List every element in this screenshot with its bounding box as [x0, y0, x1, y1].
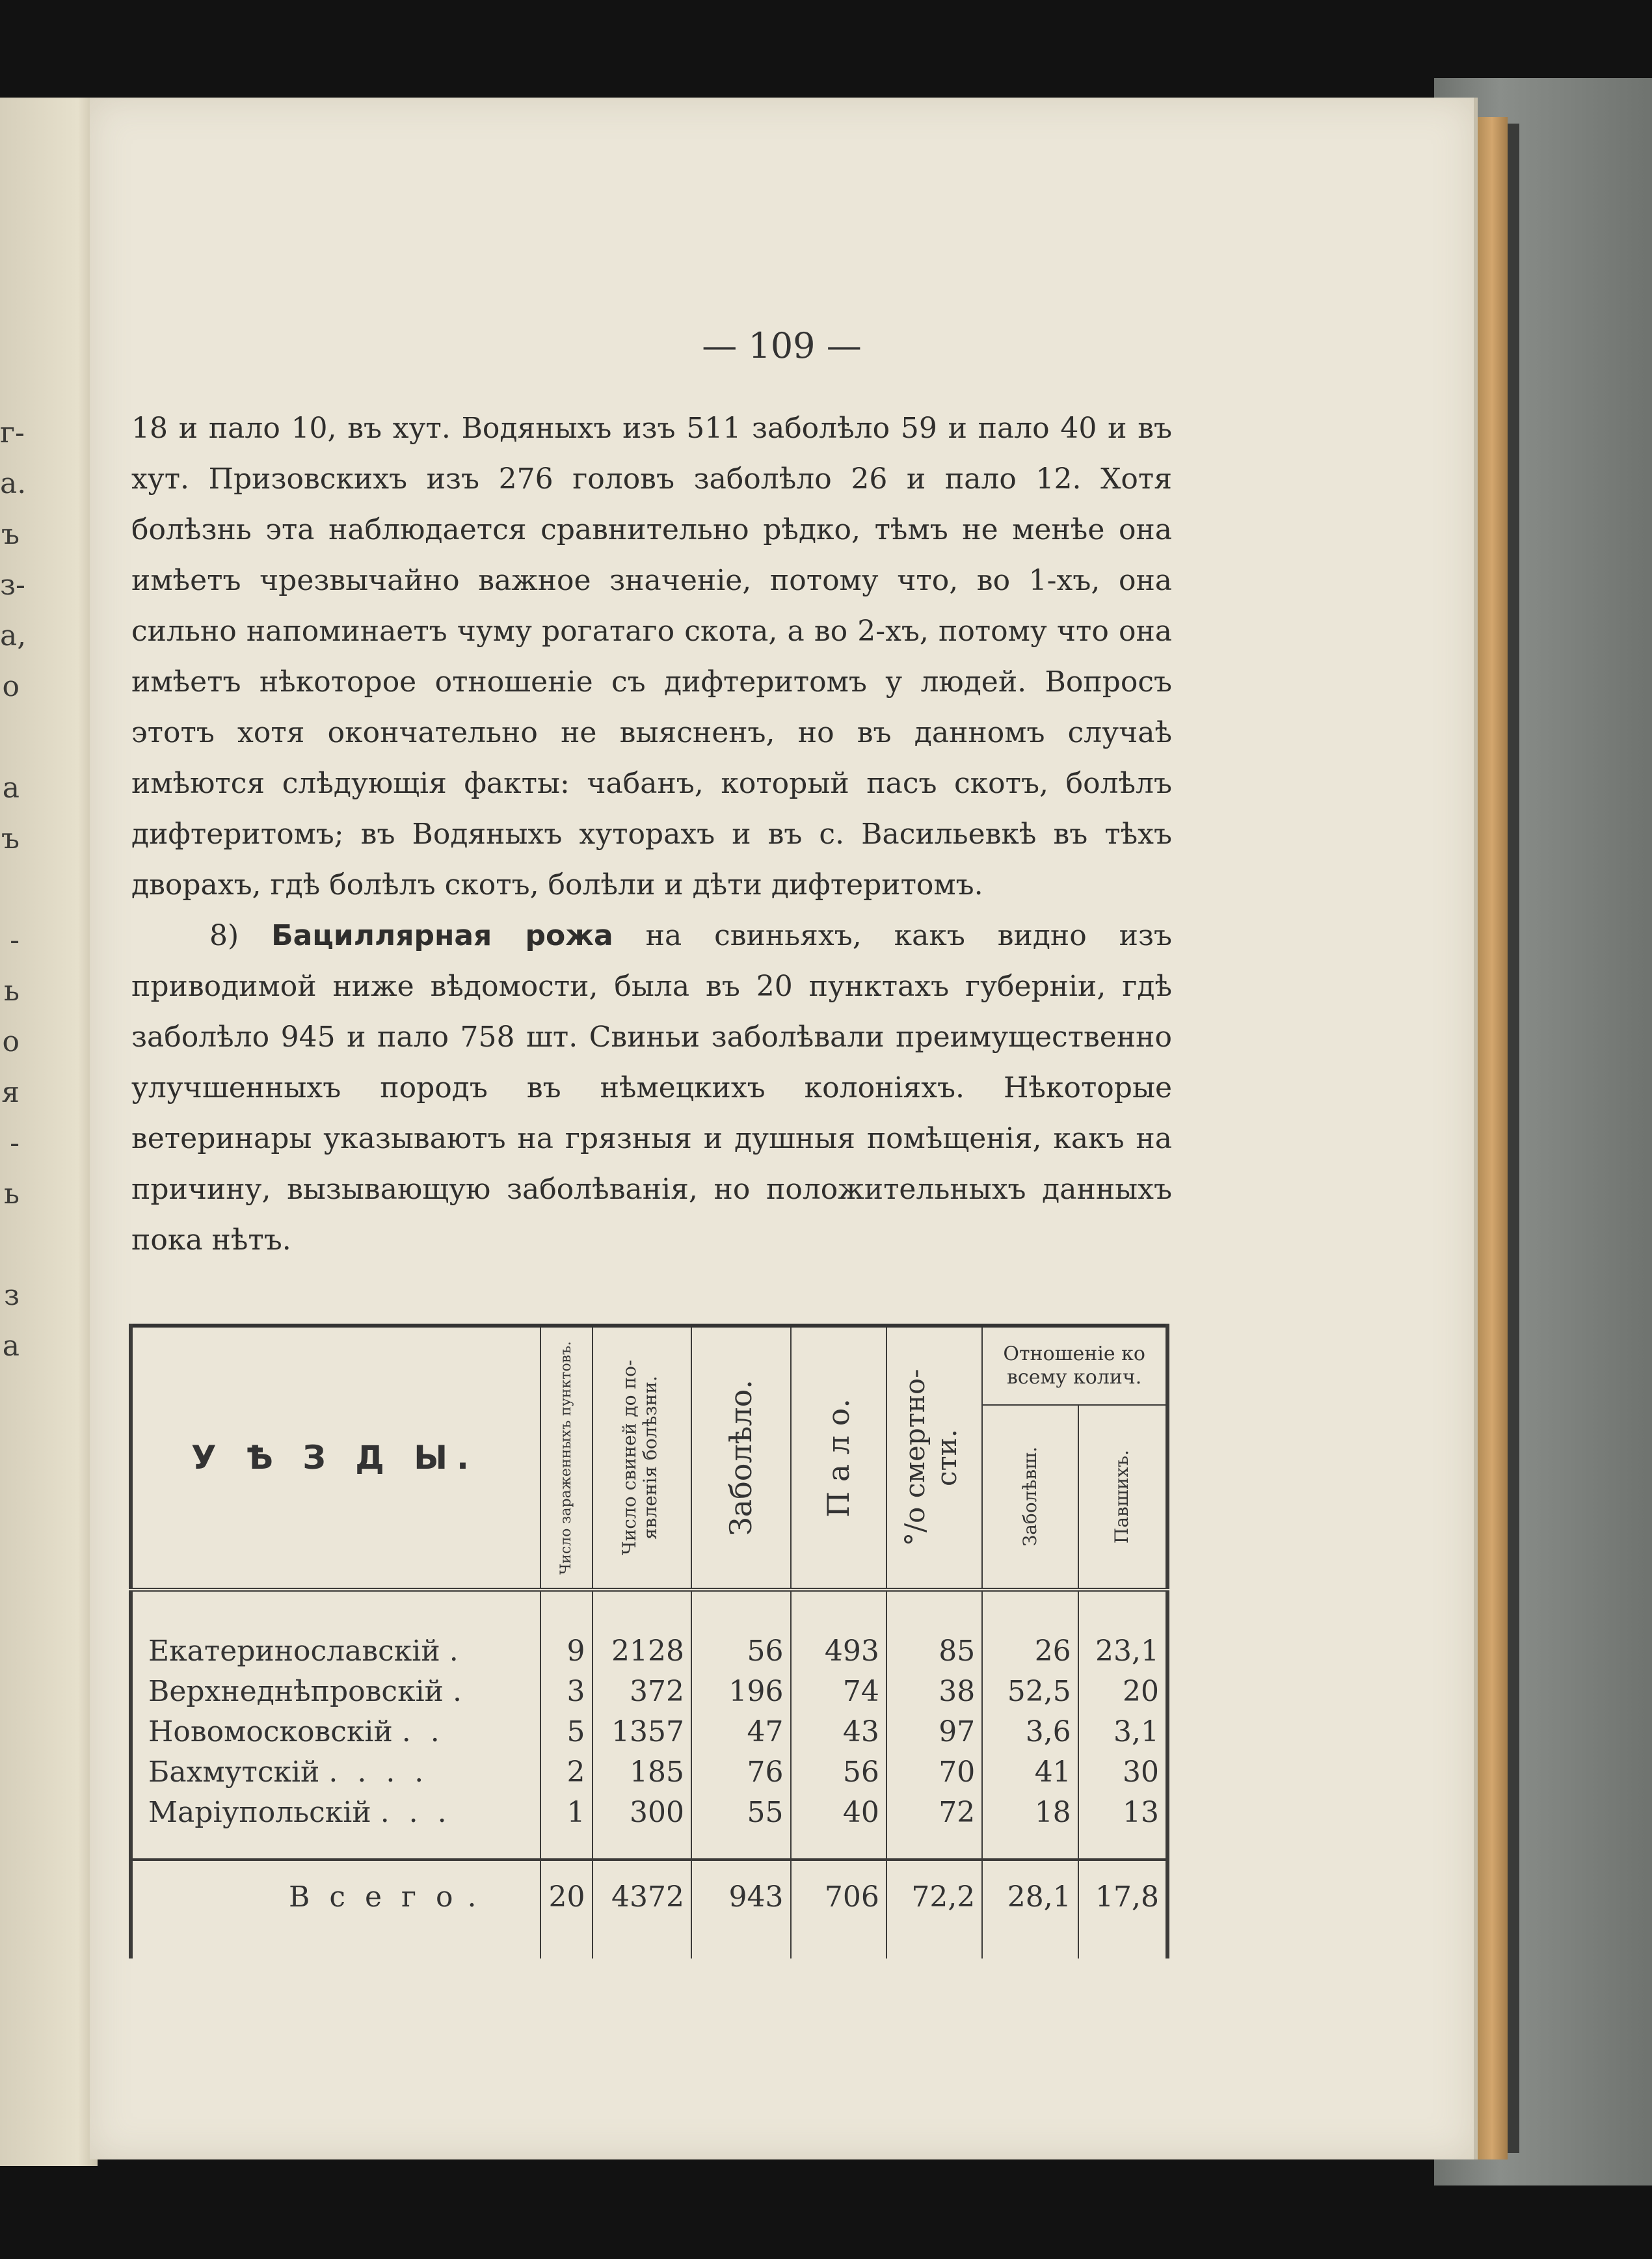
total-rel-died: 17,8 [1078, 1860, 1167, 1958]
left-fragment: я [1, 1076, 20, 1109]
cell-mortality: 85 [886, 1590, 982, 1671]
total-pigs: 4372 [593, 1860, 691, 1958]
row-name: Маріупольскій [148, 1795, 371, 1829]
cell-sick: 55 [691, 1792, 790, 1860]
table-row: Екатеринославскій . 9 2128 56 493 85 26 23,1 [131, 1590, 1167, 1671]
left-fragment: а [2, 771, 20, 805]
page-edge-gilt [1476, 117, 1508, 2159]
cell-points: 9 [540, 1590, 592, 1671]
total-points: 20 [540, 1860, 592, 1958]
cell-rel-died: 23,1 [1078, 1590, 1167, 1671]
cell-died: 40 [791, 1792, 886, 1860]
left-fragment: ь [4, 974, 20, 1008]
row-name: Бахмутскій [148, 1755, 320, 1789]
cell-rel-sick: 52,5 [982, 1671, 1078, 1711]
cell-mortality: 38 [886, 1671, 982, 1711]
cell-died: 56 [791, 1752, 886, 1792]
left-fragment: а, [0, 619, 27, 652]
page-number: — 109 — [702, 325, 862, 366]
cell-died: 74 [791, 1671, 886, 1711]
left-fragment: з [4, 1279, 20, 1312]
cell-died: 43 [791, 1711, 886, 1752]
cell-died: 493 [791, 1590, 886, 1671]
left-fragment: ъ [1, 822, 20, 855]
cell-mortality: 97 [886, 1711, 982, 1752]
left-fragment: - [10, 1127, 20, 1160]
cell-rel-died: 20 [1078, 1671, 1167, 1711]
cell-rel-died: 3,1 [1078, 1711, 1167, 1752]
cell-pigs: 2128 [593, 1590, 691, 1671]
row-name: Верхнеднѣпровскій [148, 1674, 444, 1708]
body-text [131, 403, 1172, 1266]
cell-sick: 196 [691, 1671, 790, 1711]
table-row: Новомосковскій . . 5 1357 47 43 97 3,6 3,1 [131, 1711, 1167, 1752]
cell-sick: 56 [691, 1590, 790, 1671]
left-fragment: о [2, 670, 20, 703]
cell-sick: 47 [691, 1711, 790, 1752]
left-fragment: о [2, 1025, 20, 1058]
total-label: В с е г о [289, 1880, 459, 1914]
cell-rel-sick: 41 [982, 1752, 1078, 1792]
cell-pigs: 372 [593, 1671, 691, 1711]
header-rel-died: Павшихъ. [1078, 1405, 1167, 1590]
total-sick: 943 [691, 1860, 790, 1958]
cell-points: 1 [540, 1792, 592, 1860]
cell-rel-sick: 18 [982, 1792, 1078, 1860]
cell-rel-sick: 26 [982, 1590, 1078, 1671]
page-edge-shadow [1508, 124, 1519, 2153]
cell-rel-sick: 3,6 [982, 1711, 1078, 1752]
header-pigs: Число свиней до по- явленія болѣзни. [593, 1326, 691, 1590]
left-fragment: г- [0, 416, 25, 449]
section-term: Бациллярная рожа [271, 919, 613, 952]
book-page [90, 98, 1478, 2159]
header-sick: Заболѣло. [691, 1326, 790, 1590]
left-fragment: з- [0, 568, 25, 602]
total-died: 706 [791, 1860, 886, 1958]
paragraph-1: 18 и пало 10, въ хут. Водяныхъ изъ 511 заболѣло 59 и пало 40 и въ хут. Призовскихъ изъ 276 головъ заболѣло 26 и пало 12. Хотя болѣзнь эта наблюдается сравнительно рѣдко, тѣмъ не менѣе она имѣетъ чрезвычайно важное значеніе, потому что, во 1-хъ, она сильно напоминаетъ чуму рогатаго скота, а во 2-хъ, потому что она имѣетъ нѣкоторое отношеніе съ дифтеритомъ у людей. Вопросъ этотъ хотя окончательно не выясненъ, но въ данномъ случаѣ имѣются слѣдующія факты: чабанъ, который пасъ скотъ, болѣлъ дифтеритомъ; въ Водяныхъ хуторахъ и въ с. Васильевкѣ въ тѣхъ дворахъ, гдѣ болѣлъ скотъ, болѣли и дѣти дифтеритомъ. [131, 412, 1172, 902]
header-mortality: °/о смертно- сти. [886, 1326, 982, 1590]
cell-points: 5 [540, 1711, 592, 1752]
cell-pigs: 300 [593, 1792, 691, 1860]
row-name: Екатеринославскій [148, 1634, 440, 1668]
left-page-edge [0, 98, 98, 2166]
cell-rel-died: 13 [1078, 1792, 1167, 1860]
left-fragment: а. [0, 467, 27, 500]
cell-pigs: 185 [593, 1752, 691, 1792]
header-uezdy: У Ѣ З Д Ы. [131, 1326, 540, 1590]
total-mortality: 72,2 [886, 1860, 982, 1958]
statistics-table [129, 1324, 1169, 1958]
table-row: Маріупольскій . . . 1 300 55 40 72 18 13 [131, 1792, 1167, 1860]
cell-mortality: 72 [886, 1792, 982, 1860]
row-name: Новомосковскій [148, 1715, 393, 1748]
header-relation: Отношеніе ко всему колич. [982, 1326, 1167, 1405]
left-fragment: а [2, 1330, 20, 1363]
cell-sick: 76 [691, 1752, 790, 1792]
left-fragment: ь [4, 1177, 20, 1210]
statistics-table-wrap [129, 1324, 1169, 1958]
table-row: Бахмутскій . . . . 2 185 76 56 70 41 30 [131, 1752, 1167, 1792]
header-rel-sick: Заболѣвш. [982, 1405, 1078, 1590]
paragraph-2 [131, 911, 1172, 1266]
cell-pigs: 1357 [593, 1711, 691, 1752]
header-died: П а л о. [791, 1326, 886, 1590]
cell-rel-died: 30 [1078, 1752, 1167, 1792]
section-number: 8) [209, 919, 239, 952]
total-rel-sick: 28,1 [982, 1860, 1078, 1958]
left-fragment: ъ [1, 518, 20, 551]
cell-points: 3 [540, 1671, 592, 1711]
section-text: на свиньяхъ, какъ видно изъ приводимой ниже вѣдомости, была въ 20 пунктахъ губерніи, гдѣ заболѣло 945 и пало 758 шт. Свиньи заболѣвали преимущественно улучшенныхъ породъ въ нѣмецкихъ колоніяхъ. Нѣкоторые ветеринары указываютъ на грязныя и душныя помѣщенія, какъ на причину, вызывающую заболѣванія, но положительныхъ данныхъ пока нѣтъ. [131, 919, 1172, 1257]
left-fragment: - [10, 924, 20, 957]
table-total-row: В с е г о . 20 4372 943 706 72,2 28,1 17,8 [131, 1860, 1167, 1958]
table-row: Верхнеднѣпровскій . 3 372 196 74 38 52,5 20 [131, 1671, 1167, 1711]
header-points: Число зараженныхъ пунктовъ. [540, 1326, 592, 1590]
cell-points: 2 [540, 1752, 592, 1792]
cell-mortality: 70 [886, 1752, 982, 1792]
